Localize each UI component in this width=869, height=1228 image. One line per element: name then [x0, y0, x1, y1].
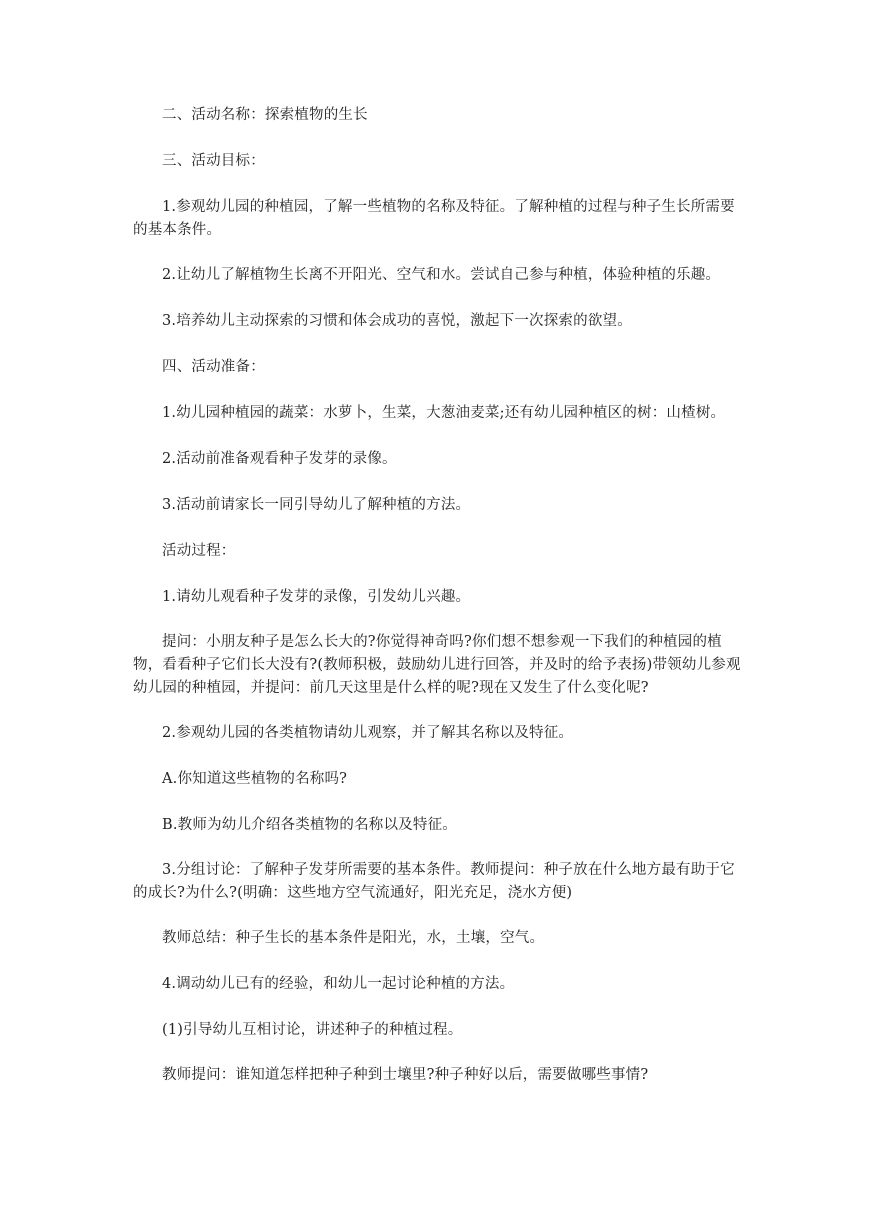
activity-goals-heading: 三、活动目标： — [162, 153, 265, 169]
process-2-paragraph: 2.参观幼儿园的各类植物请幼儿观察，并了解其名称以及特征。 — [162, 725, 574, 741]
question-a-paragraph: A.你知道这些植物的名称吗? — [162, 771, 348, 787]
process-4-1-paragraph: (1)引导幼儿互相讨论，讲述种子的种植过程。 — [162, 1022, 463, 1038]
process-1-paragraph: 1.请幼儿观看种子发芽的录像，引发幼儿兴趣。 — [162, 589, 471, 605]
goal-1-paragraph: 1.参观幼儿园的种植园，了解一些植物的名称及特征。了解种植的过程与种子生长所需要的基本条件。 — [133, 199, 735, 238]
goal-2-paragraph: 2.让幼儿了解植物生长离不开阳光、空气和水。尝试自己参与种植，体验种植的乐趣。 — [162, 267, 721, 283]
teacher-question-paragraph: 教师提问：谁知道怎样把种子种到士壤里?种子种好以后，需要做哪些事情? — [162, 1067, 649, 1083]
item-b-paragraph: B.教师为幼儿介绍各类植物的名称以及特征。 — [162, 817, 457, 833]
preparation-3-paragraph: 3.活动前请家长一同引导幼儿了解种植的方法。 — [162, 497, 471, 513]
preparation-1-paragraph: 1.幼儿园种植园的蔬菜：水萝卜，生菜，大葱油麦菜;还有幼儿园种植区的树：山楂树。 — [162, 405, 726, 421]
preparation-2-paragraph: 2.活动前准备观看种子发芽的录像。 — [162, 451, 397, 467]
activity-preparation-heading: 四、活动准备： — [162, 359, 265, 375]
teacher-summary-paragraph: 教师总结：种子生长的基本条件是阳光，水，土壤，空气。 — [162, 930, 545, 946]
activity-process-heading: 活动过程： — [162, 543, 236, 559]
process-4-paragraph: 4.调动幼儿已有的经验，和幼儿一起讨论种植的方法。 — [162, 976, 515, 992]
activity-name-paragraph: 二、活动名称：探索植物的生长 — [162, 107, 368, 123]
process-3-paragraph: 3.分组讨论：了解种子发芽所需要的基本条件。教师提问：种子放在什么地方最有助于它的成长?为什么?(明确：这些地方空气流通好，阳光充足，浇水方便) — [133, 862, 735, 901]
goal-3-paragraph: 3.培养幼儿主动探索的习惯和体会成功的喜悦，激起下一次探索的欲望。 — [162, 313, 632, 329]
questions-paragraph: 提问：小朋友种子是怎么长大的?你觉得神奇吗?你们想不想参观一下我们的种植园的植物，看看种子它们长大没有?(教师积极，鼓励幼儿进行回答，并及时的给予表扬)带领幼儿参观幼儿园的种植园，并提问：前几天这里是什么样的呢?现在又发生了什么变化呢? — [133, 634, 741, 696]
